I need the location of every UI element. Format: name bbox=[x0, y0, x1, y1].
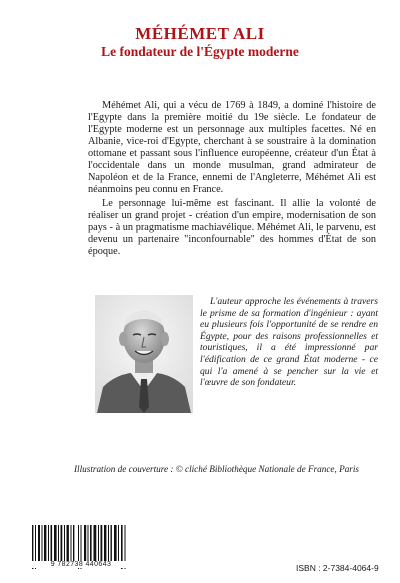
barcode-number: 9 782738 440643 bbox=[26, 561, 136, 568]
illustration-credit: Illustration de couverture : © cliché Bibliothèque Nationale de France, Paris bbox=[74, 464, 360, 474]
author-bio: L'auteur approche les événements à travers le prisme de sa formation d'ingénieur : ayant eu plusieurs fois l'opportunité de se rendre en Égypte, pour des raisons professionnelles et touristiques, il a été impressionné par l'édification de ce grand État moderne - ce qui l'a amené à se pencher sur la vie et l'œuvre de son fondateur. bbox=[200, 296, 378, 389]
book-subtitle: Le fondateur de l'Égypte moderne bbox=[101, 44, 299, 59]
author-portrait-icon bbox=[95, 295, 193, 413]
book-title: MÉHÉMET ALI bbox=[135, 24, 265, 43]
isbn: ISBN : 2-7384-4064-9 bbox=[296, 563, 379, 573]
summary-paragraph-1: Méhémet Ali, qui a vécu de 1769 à 1849, a dominé l'histoire de l'Egypte dans la première moitié du 19e siècle. Le fondateur de l'Egypte moderne est un personnage aux multiples facettes. Né en Albanie, vice-roi d'Egypte, cherchant à se soustraire à la domination ottomane et passant sous l'influence européenne, créateur d'un État à l'occidentale dans un monde musulman, grand admirateur de Napoléon et de la France, ennemi de l'Angleterre, Méhémet Ali est néanmoins peu connu en France. bbox=[88, 100, 376, 195]
author-photo bbox=[95, 295, 193, 413]
summary-paragraph-2: Le personnage lui-même est fascinant. Il allie la volonté de réaliser un grand projet - création d'un empire, modernisation de son pays - à un pragmatisme machiavélique. Méhémet Ali, le parvenu, est devenu un partenaire "inconfournable" des hommes d'État de son époque. bbox=[88, 198, 376, 257]
